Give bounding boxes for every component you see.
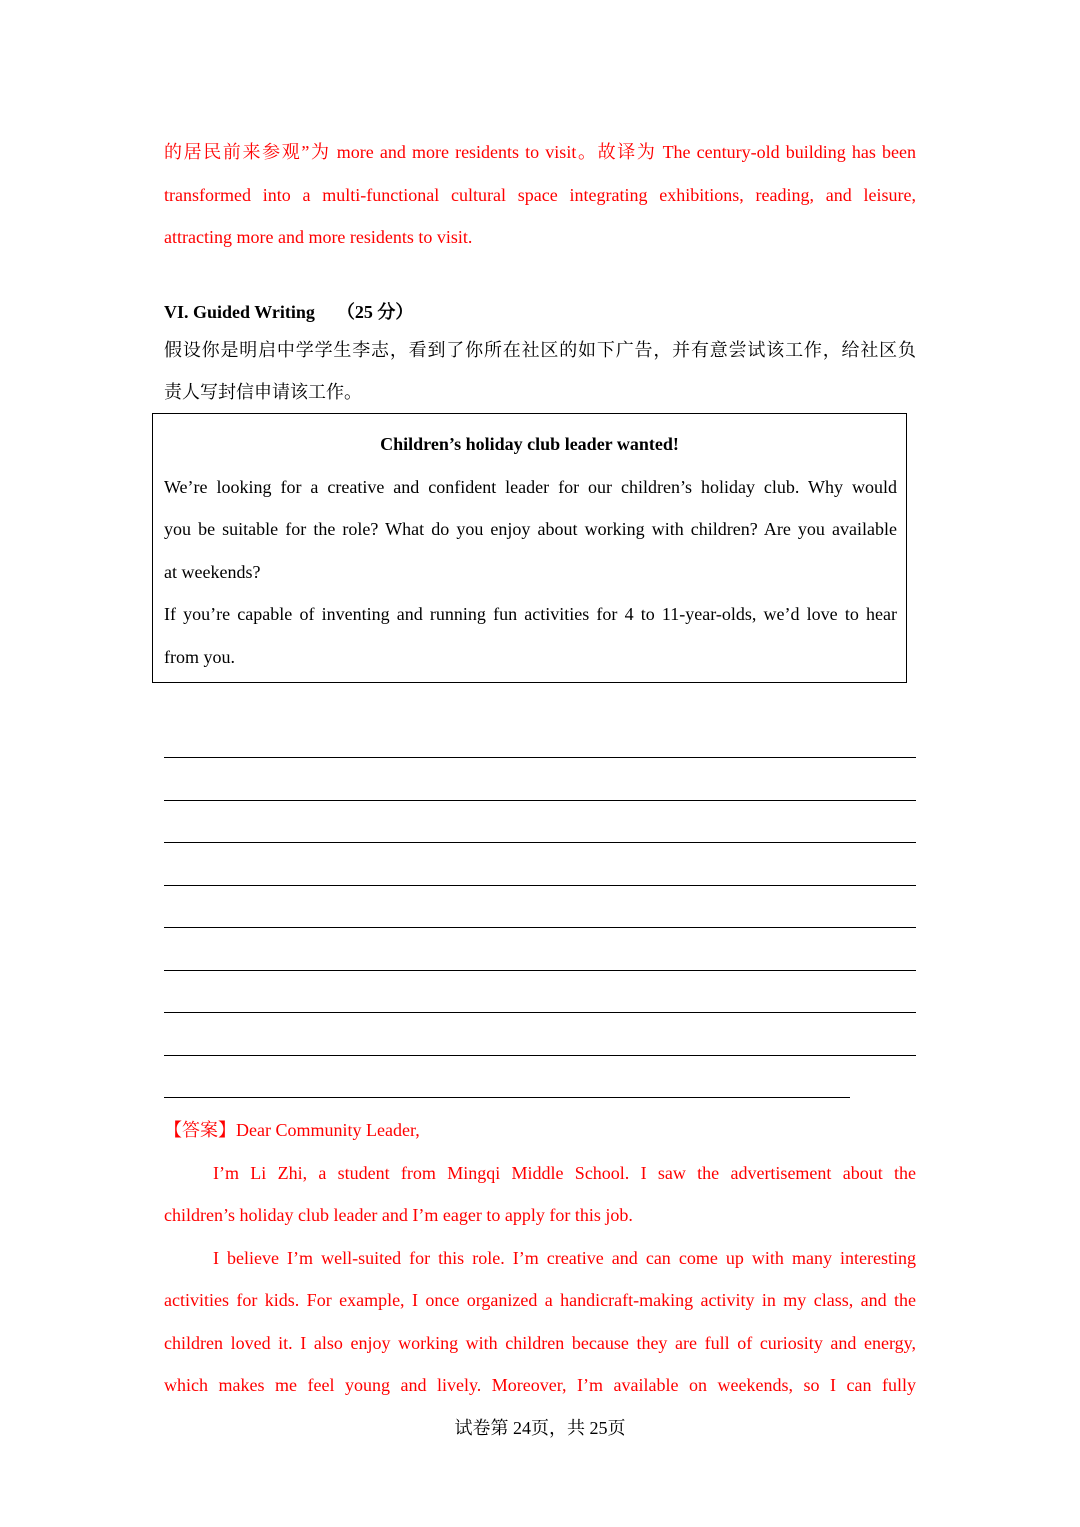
section-heading [164, 298, 413, 324]
section-score: （25 分） [336, 302, 414, 322]
ad-line-3: at weekends? [164, 562, 261, 582]
writing-line[interactable] [164, 1055, 916, 1056]
advertisement-box [152, 413, 907, 683]
instruction-line-1: 假设你是明启中学学生李志，看到了你所在社区的如下广告，并有意尝试该工作，给社区负 [164, 340, 916, 360]
writing-line[interactable] [164, 970, 916, 971]
ad-line-4: If you’re capable of inventing and running fun activities for 4 to 11-year-olds, we’d love to hear [164, 604, 897, 624]
page-footer: 试卷第 24页，共 25页 [454, 1418, 626, 1438]
section-title: VI. Guided Writing [164, 302, 315, 322]
writing-line-last[interactable] [164, 1097, 850, 1098]
answer-line-2: children’s holiday club leader and I’m eager to apply for this job. [164, 1205, 633, 1225]
answer-line-3: I believe I’m well-suited for this role. I’m creative and can come up with many interesting [213, 1248, 916, 1268]
ad-title: Children’s holiday club leader wanted! [380, 434, 679, 454]
writing-line[interactable] [164, 842, 916, 843]
answer-salutation: 【答案】Dear Community Leader, [164, 1120, 420, 1140]
answer-line-5: children loved it. I also enjoy working with children because they are full of curiosity and energy, [164, 1333, 916, 1353]
prev-answer-line-2: transformed into a multi-functional cultural space integrating exhibitions, reading, and leisure, [164, 185, 916, 205]
writing-line[interactable] [164, 1012, 916, 1013]
answer-line-1: I’m Li Zhi, a student from Mingqi Middle School. I saw the advertisement about the [213, 1163, 916, 1183]
ad-line-1: We’re looking for a creative and confident leader for our children’s holiday club. Why would [164, 477, 897, 497]
ad-line-5: from you. [164, 647, 235, 667]
writing-line[interactable] [164, 885, 916, 886]
ad-line-2: you be suitable for the role? What do you enjoy about working with children? Are you available [164, 519, 897, 539]
writing-line[interactable] [164, 757, 916, 758]
answer-line-4: activities for kids. For example, I once organized a handicraft-making activity in my class, and the [164, 1290, 916, 1310]
prev-answer-line-1: 的居民前来参观”为 more and more residents to visit。故译为 The century-old building has been [164, 142, 916, 162]
prev-answer-line-3: attracting more and more residents to visit. [164, 227, 473, 247]
instruction-line-2: 责人写封信申请该工作。 [164, 382, 362, 402]
writing-line[interactable] [164, 800, 916, 801]
writing-line[interactable] [164, 927, 916, 928]
answer-line-6: which makes me feel young and lively. Moreover, I’m available on weekends, so I can fully [164, 1375, 916, 1395]
